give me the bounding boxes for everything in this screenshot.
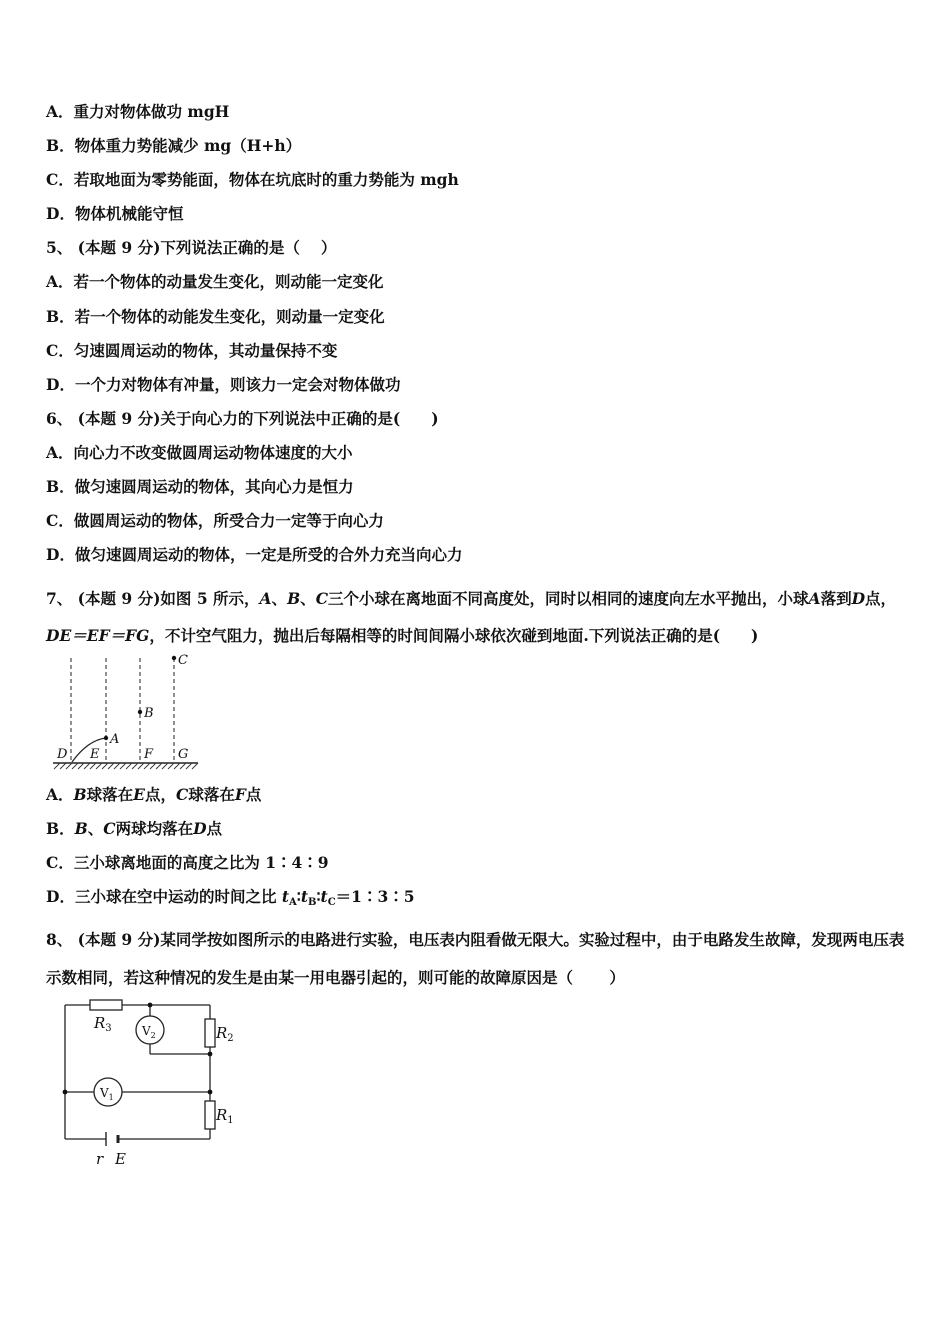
var-a: A (808, 589, 821, 608)
option-label: A． (46, 272, 74, 291)
var: D (193, 819, 207, 838)
q5-option-d (46, 375, 400, 395)
sep: 、 (300, 589, 316, 608)
var: C (176, 785, 189, 804)
option-label: C． (46, 170, 74, 189)
q6-option-d (46, 545, 462, 565)
label-r2: $R_2$ (216, 1024, 234, 1044)
option-label: C． (46, 511, 74, 530)
ball-c (172, 656, 176, 660)
option-label: C． (46, 341, 74, 360)
stem-text: 落到 (820, 589, 852, 608)
option-label: D． (46, 545, 75, 564)
option-text: 匀速圆周运动的物体，其动量保持不变 (73, 341, 338, 360)
label-v1: $V_1$ (100, 1086, 114, 1102)
option-text: 若一个物体的动量发生变化，则动能一定变化 (73, 272, 384, 291)
var-a: A (259, 589, 272, 608)
label-r1: $R_1$ (216, 1106, 234, 1126)
option-text: 若一个物体的动能发生变化，则动量一定变化 (74, 307, 385, 326)
junction-dot (208, 1052, 213, 1057)
stem-text: ，不计空气阻力，抛出后每隔相等的时间间隔小球依次碰到地面.下列说法正确的是( ) (149, 626, 759, 645)
var: E (133, 785, 145, 804)
q6-stem: 6、 (本题 9 分)关于向心力的下列说法中正确的是( ) (46, 409, 439, 428)
var: B (74, 819, 88, 838)
q4-option-d (46, 204, 183, 224)
q5-option-a (46, 272, 384, 292)
var-b: B (287, 589, 301, 608)
q8-stem: 8、 (本题 9 分)某同学按如图所示的电路进行实验，电压表内阻看做无限大。实验过程中，由于电路发生故障，发现两电压表示数相同，若这种情况的发生是由某一用电器引起的，则可能的故障原因是（ ） (46, 930, 905, 987)
option-text: 做匀速圆周运动的物体，一定是所受的合外力充当向心力 (74, 545, 463, 564)
option-text: 向心力不改变做圆周运动物体速度的大小 (73, 443, 353, 462)
subscript: C (327, 897, 336, 908)
ground-hatching (54, 763, 198, 769)
ball-b (138, 710, 142, 714)
option-text: 若取地面为零势能面，物体在坑底时的重力势能为 mgh (73, 170, 459, 189)
var: F (234, 785, 246, 804)
stem-text: 7、 (本题 9 分)如图 5 所示， (46, 589, 260, 608)
q7-option-b (46, 819, 222, 839)
option-label: B． (46, 307, 75, 326)
option-text: 三小球在空中运动的时间之比 (74, 887, 282, 906)
resistor-r1 (205, 1101, 215, 1129)
option-label: B． (46, 136, 75, 155)
option-text: 点， (144, 785, 176, 804)
option-text: 点 (245, 785, 262, 804)
option-label: A． (46, 102, 74, 121)
q7-option-d (46, 887, 415, 913)
projectile-figure (48, 650, 204, 772)
junction-dot (208, 1090, 213, 1095)
label-g: G (178, 747, 189, 762)
option-label: A． (46, 785, 74, 804)
label-f: F (144, 747, 154, 762)
resistor-r2 (205, 1019, 215, 1047)
resistor-r3 (90, 1000, 122, 1010)
label-r3: $R_3$ (94, 1014, 112, 1034)
option-text: 重力对物体做功 mgH (73, 102, 230, 121)
trajectory-curve (72, 738, 106, 762)
label-b: B (144, 706, 154, 721)
q4-option-b (46, 136, 301, 156)
var: B (73, 785, 87, 804)
ball-a (104, 736, 108, 740)
option-text: 球落在 (86, 785, 134, 804)
option-label: D． (46, 204, 75, 223)
option-text: 做圆周运动的物体，所受合力一定等于向心力 (73, 511, 384, 530)
option-text: 物体重力势能减少 mg（H+h） (74, 136, 302, 155)
label-c: C (178, 653, 188, 668)
option-text: ＝1∶3∶5 (335, 887, 415, 906)
option-text: 三小球离地面的高度之比为 1∶4∶9 (73, 853, 329, 872)
label-d: D (57, 747, 68, 762)
colon: ∶ (296, 887, 301, 906)
var-t: t (281, 887, 290, 906)
label-r: r (96, 1150, 104, 1168)
var-c: C (315, 589, 329, 608)
option-text: 点 (206, 819, 223, 838)
option-text: 两球均落在 (115, 819, 194, 838)
q5-option-c (46, 341, 337, 361)
option-label: D． (46, 375, 75, 394)
q5-option-b (46, 307, 385, 327)
option-label: B． (46, 819, 75, 838)
option-text: 做匀速圆周运动的物体，其向心力是恒力 (74, 477, 354, 496)
label-e: E (115, 1150, 126, 1168)
subscript: B (308, 897, 317, 908)
equation: DE＝EF＝FG (46, 626, 150, 645)
q4-option-a (46, 102, 229, 122)
option-label: A． (46, 443, 74, 462)
label-a: A (110, 732, 120, 747)
q4-option-c (46, 170, 459, 190)
q7-option-a (46, 785, 261, 805)
colon: ∶ (316, 887, 321, 906)
var: C (103, 819, 116, 838)
junction-dot (148, 1003, 153, 1008)
stem-text: 点， (865, 589, 897, 608)
option-label: B． (46, 477, 75, 496)
subscript: A (289, 897, 297, 908)
option-text: 物体机械能守恒 (74, 204, 184, 223)
q6-option-a (46, 443, 353, 463)
option-text: 球落在 (188, 785, 235, 804)
var-d: D (851, 589, 866, 608)
junction-dot (63, 1090, 68, 1095)
option-label: D． (46, 887, 75, 906)
var-t: t (300, 887, 309, 906)
q7-option-c (46, 853, 329, 873)
stem-text: 三个小球在离地面不同高度处，同时以相同的速度向左水平抛出，小球 (328, 589, 809, 608)
q6-option-b (46, 477, 354, 497)
option-label: C． (46, 853, 74, 872)
circuit-figure (50, 996, 250, 1174)
q7-stem (46, 580, 908, 654)
q6-option-c (46, 511, 384, 531)
label-e: E (90, 747, 100, 762)
option-text: 、 (87, 819, 104, 838)
option-text: 一个力对物体有冲量，则该力一定会对物体做功 (74, 375, 401, 394)
q5-stem: 5、 (本题 9 分)下列说法正确的是（ ） (46, 238, 337, 257)
sep: 、 (271, 589, 288, 608)
var-t: t (320, 887, 328, 906)
label-v2: $V_2$ (142, 1024, 156, 1040)
